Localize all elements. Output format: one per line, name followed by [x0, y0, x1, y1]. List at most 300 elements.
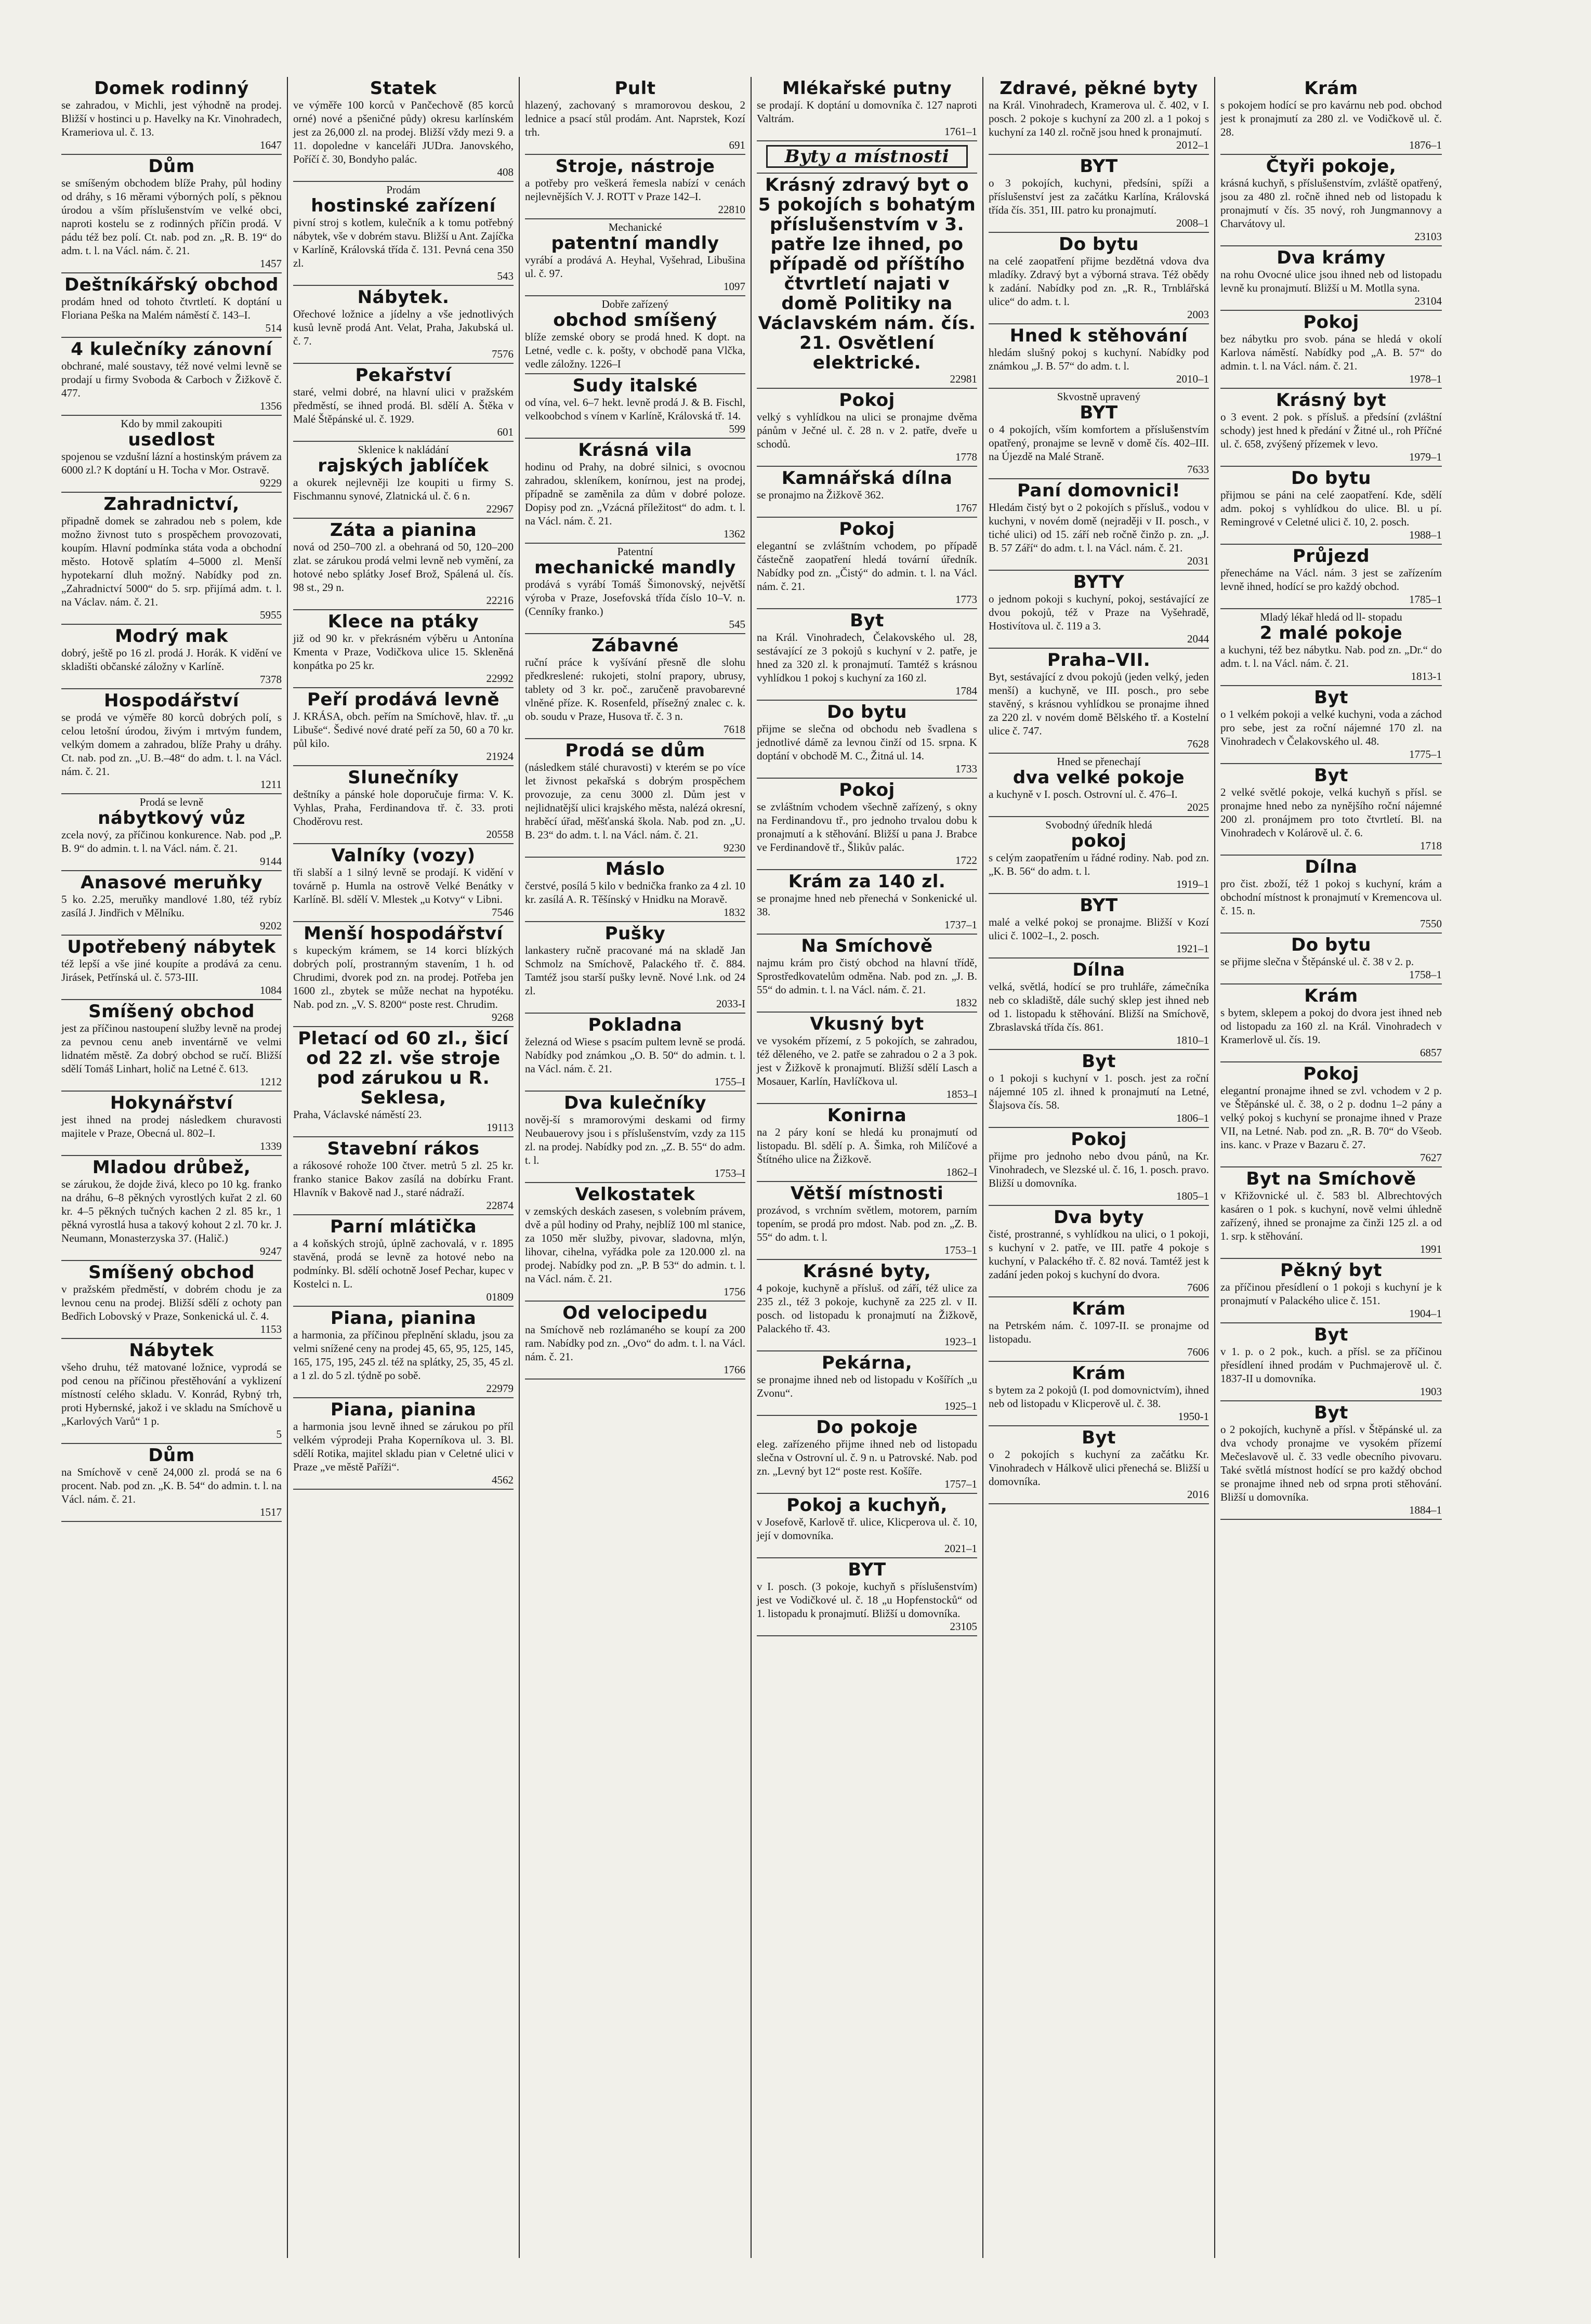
ad-body: přijmou se páni na celé zaopatření. Kde, sdělí adm. pokoj s vyhlídkou do ulice. Bl. u pí. Remingrové v Celetné ulici č. 10, 2. posch. — [1220, 489, 1442, 528]
ad-heading: Velkostatek — [575, 1184, 695, 1205]
ad-heading: Pokoj — [1071, 1129, 1127, 1150]
ad-body: s celým zaopatřením u řádné rodiny. Nab. pod zn. „K. B. 56“ do adm. t. l. — [989, 851, 1209, 877]
classified-ad — [293, 519, 514, 610]
classified-ad — [61, 794, 282, 871]
ad-body: deštníky a pánské hole doporučuje firma: V. K. Vyhlas, Praha, Ferdinandova tř. č. 33. proti Choděrovu rest. — [293, 788, 514, 828]
classified-ad — [1220, 246, 1442, 311]
ad-number: 7550 — [1420, 917, 1442, 930]
ad-heading: Pletací od 60 zl., šicí od 22 zl. vše stroje pod zárukou u R. Seklesa, — [298, 1028, 509, 1108]
ad-heading: Klece na ptáky — [327, 611, 479, 632]
classified-ad — [989, 1426, 1209, 1504]
column-1 — [56, 77, 288, 2258]
ad-body: Hledám čistý byt o 2 pokojích s přísluš., vodou v kuchyni, v novém domě (nejraději v II. posch., v tiché ulici) od 15. září neb ročně činžo p. zn. „J. B. 57 Září“ do adm. t. l. na Václ. nám. č. 21. — [989, 501, 1209, 554]
ad-heading: Pekařství — [355, 365, 452, 386]
ad-heading: Menší hospodářství — [304, 923, 503, 944]
ad-heading: Od velocipedu — [562, 1303, 708, 1323]
ad-number: 1517 — [260, 1506, 282, 1518]
classified-ad — [757, 174, 977, 389]
ad-body: za příčinou přesídlení o 1 pokoji s kuchyní je k pronajmutí v Palackého ulice č. 151. — [1220, 1281, 1442, 1307]
ad-heading: Piana, pianina — [330, 1308, 477, 1329]
ad-body: obchrané, malé soustavy, též nové velmi levně se prodají u firmy Svoboda & Carboch v Žižkově č. 477. — [61, 360, 282, 399]
ad-body: staré, velmi dobré, na hlavní ulici v pražském předměstí, se ihned prodá. Bl. sdělí A. Štěka v Malé Štěpánské ul. č. 1929. — [293, 386, 514, 425]
classified-ad — [293, 766, 514, 844]
ad-heading: Na Smíchově — [801, 936, 933, 956]
classified-ad — [293, 1307, 514, 1398]
ad-number: 1978–1 — [1409, 373, 1442, 385]
ad-body: přijme se slečna od obchodu neb švadlena s jednotlivé dámě za levnou činží od 15. srpna. K doptání v obchodě M. C., Žitná ul. 14. — [757, 723, 977, 762]
classified-ad — [757, 779, 977, 870]
ad-body: též lepší a vše jiné koupíte a prodává za cenu. Jirásek, Petřínská ul. č. 573-III. — [61, 957, 282, 983]
ad-number: 23103 — [1414, 230, 1442, 243]
ad-heading: Nábytek — [129, 1340, 214, 1361]
ad-body: o jednom pokoji s kuchyní, pokoj, sestávající ze dvou pokojů, též v Praze na Vyšehradě, Hostivítova ul. č. 119 a 3. — [989, 593, 1209, 632]
ad-body: přijme pro jednoho nebo dvou pánů, na Kr. Vinohradech, ve Slezské ul. č. 16, 1. posch. pravo. Bližší u domovníka. — [989, 1150, 1209, 1189]
ad-heading: Krám — [1304, 78, 1358, 99]
ad-heading: Hned k stěhování — [1009, 325, 1188, 346]
ad-heading: Hospodářství — [103, 690, 240, 711]
ad-body: připadně domek se zahradou neb s polem, kde možno živnost tuto s prospěchem provozovati, koupím. Hlavní podmínka státa voda a obchodní město. Hotově splatím 4–5000 zl. Menší hypotekarní dluh možný. Nabídky pod zn. „Zahradnictví 5000“ do 5. srp. přijímá adm. t. l. na Václav. nám. č. 21. — [61, 515, 282, 608]
ad-number: 1773 — [955, 593, 977, 606]
ad-body: vyrábí a prodává A. Heyhal, Vyšehrad, Libušina ul. č. 97. — [525, 254, 745, 280]
classified-ad — [61, 273, 282, 338]
classified-ad — [293, 1215, 514, 1307]
ad-number: 4562 — [492, 1474, 514, 1486]
classified-ad — [293, 610, 514, 688]
ad-heading: Dva krámy — [1277, 247, 1386, 268]
classified-ad — [61, 1156, 282, 1261]
ad-heading: dva velké pokoje — [1013, 767, 1185, 788]
ad-body: a harmonia jsou levně ihned se zárukou po příl velkém výprodeji Praha Koperníkova ul. 3. Bl. sdělí Rotika, majitel skladu pian v Celetné ulici v Praze „ve městě Paříži“. — [293, 1420, 514, 1473]
ad-number: 2044 — [1187, 633, 1209, 645]
classified-ad — [757, 1351, 977, 1416]
classified-ad — [61, 155, 282, 273]
classified-ad — [757, 518, 977, 609]
ad-body: s pokojem hodící se pro kavárnu neb pod. obchod jest k pronajmutí za 280 zl. ve Vodičkově ul. č. 28. — [1220, 99, 1442, 138]
classified-ad — [293, 1027, 514, 1137]
ad-heading: Do bytu — [1291, 935, 1371, 955]
ad-body: velká, světlá, hodící se pro truhláře, zámečníka neb co skladiště, dále suchý sklep jest ihned neb od 1. listopadu k stěhování. Bližší na Smíchově, Zbraslavská třída čís. 861. — [989, 980, 1209, 1033]
ad-number: 1832 — [724, 906, 745, 918]
ad-number: 7627 — [1420, 1151, 1442, 1164]
ad-body: krásná kuchyň, s příslušenstvím, zvláště opatřený, jsou za 480 zl. ročně ihned neb od listopadu k pronajmutí v čís. 35 nový, roh Jungmannovy a Charvátovy ul. — [1220, 177, 1442, 230]
ad-heading: Peří prodává levně — [307, 689, 500, 710]
ad-body: se prodají. K doptání u domovníka č. 127 naproti Valtrám. — [757, 99, 977, 125]
classified-ad — [1220, 764, 1442, 856]
ad-body: najmu krám pro čistý obchod na hlavní třídě, Sprostředkovatelům odměna. Nab. pod zn. „J. B. 55“ do admin. t. l. na Václ. nám. č. 21. — [757, 956, 977, 996]
ad-heading: nábytkový vůz — [98, 808, 245, 829]
ad-heading: Do bytu — [1291, 468, 1371, 489]
ad-number: 9202 — [260, 920, 282, 932]
ad-number: 1733 — [955, 763, 977, 775]
classified-ad — [293, 1398, 514, 1490]
ad-heading: Krám — [1304, 986, 1358, 1006]
ad-body: o 1 velkém pokoji a velké kuchyni, voda a záchod pro sebe, jest za roční nájemné 170 zl. na Vinohradech v Čelakovského ul. 48. — [1220, 708, 1442, 747]
ad-body: na Král. Vinohradech, Čelakovského ul. 28, sestávající ze 3 pokojů s kuchyní v 2. patře, je hned za 320 zl. k pronajmutí. Tamtéž s krásnou vyhlídkou 1 pokoj s kuchyní za 160 zl. — [757, 631, 977, 684]
ad-number: 22981 — [950, 373, 977, 385]
ad-body: o 1 pokoji s kuchyní v 1. posch. jest za roční nájemné 105 zl. ihned k pronajmutí na Letné, Šlajsova čís. 58. — [989, 1072, 1209, 1111]
classified-ad — [293, 844, 514, 922]
ad-body: se pronajmo na Žižkově 362. — [757, 489, 884, 501]
ad-heading: Hokynářství — [110, 1093, 233, 1113]
ad-number: 1766 — [724, 1363, 745, 1376]
column-6 — [1215, 77, 1447, 2258]
ad-body: prodám hned od tohoto čtvrtletí. K doptání u Floriana Peška na Malém náměstí č. 143–I. — [61, 295, 282, 321]
ad-body: bez nábytku pro svob. pána se hledá v okolí Karlova náměstí. Nabídky pod „A. B. 57“ do admin. t. l. na Václ. nám. č. 21. — [1220, 333, 1442, 372]
ad-body: zcela nový, za příčinou konkurence. Nab. pod „P. B. 9“ do admin. t. l. na Václ. nám. č. 21. — [61, 829, 282, 855]
ad-number: 543 — [497, 270, 514, 282]
ad-body: v Křižovnické ul. č. 583 bl. Albrechtových kasáren o 1 pok. s kuchyní, nově velmi úhledně zařízený, ihned se pronajme za činži 125 zl. a od 1. srp. k stěhování. — [1220, 1189, 1442, 1242]
classified-ad — [525, 77, 745, 155]
ad-body: se zahradou, v Michli, jest výhodně na prodej. Bližší v hostinci u p. Havelky na Kr. Vinohradech, Krameriova ul. č. 13. — [61, 99, 282, 138]
ad-heading: Záta a pianina — [330, 520, 477, 541]
classified-ad — [757, 1104, 977, 1182]
ad-heading: Zahradnictví, — [103, 494, 240, 515]
ad-body: a rákosové rohože 100 čtver. metrů 5 zl. 25 kr. franko stanice Bakov zasílá na dobírku Frant. Hlavník v Bakově nad J., staré nádraží. — [293, 1159, 514, 1199]
classified-ad — [989, 894, 1209, 959]
classified-ad — [61, 493, 282, 625]
ad-number: 601 — [497, 426, 514, 438]
ad-body: a kuchyni, též bez nábytku. Nab. pod zn. „Dr.“ do adm. t. l. na Václ. nám. č. 21. — [1220, 644, 1442, 669]
ad-body: o 2 pokojích s kuchyní za začátku Kr. Vinohradech v Hálkově ulici přenechá se. Bližší u domovníka. — [989, 1448, 1209, 1488]
ad-preline: Svobodný úředník hledá — [1045, 819, 1152, 831]
classified-ad — [525, 219, 745, 296]
ad-heading: Krám — [1072, 1363, 1126, 1384]
ad-body: a 4 koňských strojů, úplně zachovalá, v r. 1895 stavěná, prodá se levně za hotové nebo na podmínky. Bl. sdělí ochotně Josef Pechar, kupec v Kostelci n. L. — [293, 1237, 514, 1290]
classified-ad — [525, 1302, 745, 1380]
classified-ad — [989, 479, 1209, 571]
classified-ad — [61, 1444, 282, 1522]
ad-heading: Pěkný byt — [1280, 1260, 1383, 1281]
ad-number: 7576 — [492, 348, 514, 360]
classified-ad — [1220, 1062, 1442, 1167]
ad-heading: Vkusný byt — [810, 1014, 924, 1034]
ad-heading: Do bytu — [1059, 234, 1139, 255]
classified-ad — [757, 1182, 977, 1260]
ad-preline: Mladý lékař hledá od ll- stopadu — [1260, 611, 1402, 623]
ad-heading: Krásné byty, — [803, 1261, 931, 1282]
classified-ad — [989, 1362, 1209, 1426]
ad-body: železná od Wiese s psacím pultem levně se prodá. Nabídky pod známkou „O. B. 50“ do admin. t. l. na Václ. nám. č. 21. — [525, 1035, 745, 1075]
ad-heading: Byt — [1314, 1324, 1348, 1345]
ad-number: 1362 — [724, 528, 745, 540]
ad-number: 599 — [729, 423, 745, 435]
ad-body: velký s vyhlídkou na ulici se pronajme dvěma pánům v Ječné ul. č. 28 n. v 2. patře, dveře u schodů. — [757, 411, 977, 450]
ad-body: 4 pokoje, kuchyně a přísluš. od září, též ulice za 235 zl., též 3 pokoje, kuchyně za 225 zl. v II. posch. od listopadu k pronajmutí na Žižkově, Palackého tř. 43. — [757, 1282, 977, 1335]
classified-ad — [293, 688, 514, 766]
ad-number: 9268 — [492, 1011, 514, 1023]
ad-body: dobrý, ještě po 16 zl. prodá J. Horák. K vidění ve skladišti občanské záložny v Karlíně. — [61, 647, 282, 673]
ad-heading: Pokoj — [839, 390, 895, 411]
ad-preline: Skvostně upravený — [1057, 390, 1141, 403]
ad-body: se prodá ve výměře 80 korců dobrých polí, s celou letošní úrodou, živým i mrtvým fundem, velkým domem a zahradou, blíže Prahy u dráhy. Ct. nab. pod zn. „U. B.–48“ do adm. t. l. na Václ. nám. č. 21. — [61, 711, 282, 778]
ad-number: 7618 — [724, 723, 745, 736]
ad-number: 9230 — [724, 842, 745, 854]
ad-body: o 2 pokojích, kuchyně a přísl. v Štěpánské ul. za dva vchody pronajme ve vysokém přízemí Mečeslavově ul. č. 33 vedle obecního pivovaru. Také světlá místnost hodící se pro každý obchod se pronajme ihned neb od srpna proti stěhování. Bližší u domovníka. — [1220, 1423, 1442, 1503]
ad-body: prozávod, s vrchním světlem, motorem, parním topením, se prodá pro mdost. Nab. pod zn. „Z. B. 55“ do adm. t. l. — [757, 1204, 977, 1243]
ad-body: a okurek nejlevněji lze koupiti u firmy S. Fischmannu synové, Zlatnická ul. č. 6 n. — [293, 476, 514, 502]
ad-body: (následkem stálé churavosti) v kterém se po více let živnost pekařská s dobrým prospěchem provozuje, za cenu 3000 zl. Dům jest v nejlidnatější ulici krajského města, nalézá okresní, hraběcí úřad, měšťanská škola. Nab. pod zn. „U. B. 23“ do adm. t. l. na Václ. nám. č. 21. — [525, 761, 745, 841]
classified-ad — [1220, 686, 1442, 764]
ad-number: 691 — [729, 139, 745, 151]
ad-heading: Paní domovnici! — [1017, 480, 1180, 501]
classified-ad — [757, 701, 977, 779]
column-4 — [752, 77, 983, 2258]
ad-preline: Kdo by mmil zakoupiti — [121, 417, 222, 430]
classified-ad — [1220, 545, 1442, 609]
ad-heading: Byt — [1082, 1427, 1116, 1448]
ad-number: 1356 — [260, 400, 282, 412]
ad-number: 23104 — [1414, 295, 1442, 307]
classified-ad — [989, 77, 1209, 155]
classified-ad — [293, 77, 514, 182]
ad-heading: Praha–VII. — [1047, 650, 1151, 671]
ad-heading: rajských jablíček — [318, 455, 489, 476]
classified-ad — [525, 1183, 745, 1302]
ad-body: se smíšeným obchodem blíže Prahy, půl hodiny od dráhy, s 16 měrami výborných polí, s pěknou úrodou a vším příslušenstvím ve velké obci, naproti kostelu se z rodinných příčin prodá. V pádu též bez polí. Ct. nab. pod zn. „R. B. 19“ do adm. t. l. na Václ. nám. č. 21. — [61, 177, 282, 257]
ad-number: 1853–I — [946, 1088, 977, 1100]
classified-ad — [61, 1092, 282, 1156]
classified-ad — [1220, 934, 1442, 984]
classified-ad — [61, 1261, 282, 1339]
classified-ad — [525, 739, 745, 858]
ad-number: 6857 — [1420, 1046, 1442, 1059]
ad-number: 1810–1 — [1176, 1034, 1209, 1046]
ad-number: 1153 — [260, 1323, 282, 1335]
ad-number: 22810 — [718, 203, 745, 216]
classified-ad — [989, 324, 1209, 389]
classified-ad — [525, 634, 745, 739]
ad-number: 1755–I — [714, 1075, 745, 1088]
column-3 — [520, 77, 752, 2258]
ad-heading: Krásný byt — [1276, 390, 1387, 411]
ad-body: čisté, prostranné, s vyhlídkou na ulici, o 1 pokoji, s kuchyní v 2. patře, ve III. patře 4 pokoje s kuchyní, v Palackého tř. č. 82 nová. Tamtéž jest k zadání jeden pokoj s kuchyní do dvora. — [989, 1228, 1209, 1281]
ad-preline: Patentní — [617, 545, 653, 558]
ad-body: nověj-ší s mramorovými deskami od firmy Neubauerovy jsou i s příslušenstvím, vzdy za 115 zl. na prodej. Nabídky pod zn. „Z. B. 55“ do adm. t. l. — [525, 1113, 745, 1166]
ad-heading: Anasové meruňky — [80, 872, 263, 893]
classified-ad — [989, 1050, 1209, 1128]
ad-heading: Kamnářská dílna — [781, 468, 953, 489]
ad-heading: Smíšený obchod — [88, 1262, 255, 1283]
classified-ad — [989, 571, 1209, 649]
ad-heading: BYT — [848, 1559, 886, 1580]
classified-ad — [61, 936, 282, 1000]
classified-ad — [525, 374, 745, 439]
classified-ad — [757, 141, 977, 174]
ad-number: 1737–1 — [944, 918, 977, 931]
classified-ad — [989, 1128, 1209, 1206]
ad-heading: BYT — [1080, 156, 1118, 177]
ad-body: nová od 250–700 zl. a obehraná od 50, 120–200 zlat. se zárukou prodá velmi levně neb vymění, za hotové nebo splátky Josef Brož, Spálená ul. čís. 98 st., 29 n. — [293, 541, 514, 594]
ad-number: 2012–1 — [1176, 139, 1209, 151]
ad-number: 1950-1 — [1178, 1410, 1209, 1423]
ad-number: 22874 — [486, 1199, 514, 1212]
classified-ad — [61, 1339, 282, 1444]
ad-body: blíže zemské obory se prodá hned. K dopt. na Letné, vedle c. k. pošty, v obchodě pana Vlčka, vedle záložny. 1226–I — [525, 331, 745, 370]
ad-heading: Pokoj — [839, 519, 895, 540]
ad-body: prodává s vyrábí Tomáš Šimonovský, největší výroba v Praze, Josefovská třída číslo 10–V. n. (Cenníky franko.) — [525, 578, 745, 618]
classified-ad — [61, 625, 282, 689]
ad-body: s bytem za 2 pokojů (I. pod domovnictvím), ihned neb od listopadu v Klicperově ul. č. 38. — [989, 1384, 1209, 1410]
ad-number: 5 — [276, 1428, 282, 1440]
ad-heading: usedlost — [128, 429, 215, 450]
classified-ad — [989, 1206, 1209, 1297]
classified-ad — [1220, 155, 1442, 246]
ad-number: 1211 — [260, 778, 282, 791]
ad-body: pivní stroj s kotlem, kulečník a k tomu potřebný nábytek, vše v dobrém stavu. Bližší u Ant. Zajíčka v Karlíně, Královská třída č. 131. Pevná cena 350 zl. — [293, 216, 514, 269]
ad-number: 1767 — [955, 502, 977, 514]
column-2 — [288, 77, 520, 2258]
ad-heading: patentní mandly — [551, 233, 719, 254]
ad-body: hledám slušný pokoj s kuchyní. Nabídky pod známkou „J. B. 57“ do adm. t. l. — [989, 346, 1209, 372]
classified-ad — [61, 871, 282, 936]
ad-number: 1753–I — [714, 1167, 745, 1179]
ad-body: v Josefově, Karlově tř. ulice, Klicperova ul. č. 10, její v domovníka. — [757, 1516, 977, 1542]
classified-ad — [1220, 1259, 1442, 1323]
ad-heading: Pušky — [604, 923, 666, 944]
ad-heading: Stroje, nástroje — [555, 156, 715, 177]
ad-number: 2033-I — [716, 997, 745, 1010]
classified-ad — [61, 77, 282, 155]
ad-number: 1457 — [260, 257, 282, 270]
classified-ad — [525, 858, 745, 922]
ad-body: s kupeckým krámem, se 14 korci blízkých dobrých polí, prostranným stavením, 1 h. od Chrudimi, dvorek pod zn. na prodej. Potřeba jen 1600 zl., zbytek se může nechat na hypotéku. Nab. pod zn. „V. S. 8200“ poste rest. Chrudim. — [293, 944, 514, 1010]
classified-ad — [989, 754, 1209, 817]
ad-number: 1806–1 — [1176, 1112, 1209, 1124]
ad-number: 2008–1 — [1176, 217, 1209, 229]
ad-number: 1718 — [1420, 839, 1442, 852]
ad-number: 1904–1 — [1409, 1307, 1442, 1320]
ad-heading: Do pokoje — [816, 1417, 918, 1438]
classified-ad — [293, 442, 514, 519]
classified-ad — [1220, 389, 1442, 467]
ad-body: ruční práce k vyšívání přesně dle slohu předkreslené: rukojeti, stolní prapory, ubrusy, tablety od 3 kr. poč., zaručeně pravobarevné vlněné příze. K. Rosenfeld, přísežný znalec c. k. ob. soudu v Praze, Husova tř. č. 3 n. — [525, 656, 745, 723]
ad-number: 2021–1 — [944, 1542, 977, 1555]
ad-number: 1784 — [955, 685, 977, 697]
ad-heading: Valníky (vozy) — [331, 845, 476, 866]
ad-number: 1921–1 — [1176, 942, 1209, 955]
ad-body: Ořechové ložnice a jídelny a vše jednotlivých kusů levně prodá Ant. Velat, Praha, Jakubská ul. č. 7. — [293, 308, 514, 347]
classified-ad — [1220, 1323, 1442, 1401]
ad-number: 1761–1 — [944, 125, 977, 138]
ad-body: hodinu od Prahy, na dobré silnici, s ovocnou zahradou, skleníkem, konírnou, jest na prodej, případně se zaměnila za dům v dobré poloze. Dopisy pod zn. „Vzácná příležitost“ do adm. t. l. na Václ. nám. č. 21. — [525, 461, 745, 527]
ad-heading: pokoj — [1071, 831, 1127, 851]
ad-body: spojenou se vzdušní lázní a hostinským právem za 6000 zl.? K doptání u H. Tocha v Mor. Ostravě. — [61, 450, 282, 476]
ad-heading: Mladou drůbež, — [92, 1157, 251, 1178]
ad-number: 1097 — [724, 280, 745, 293]
ad-heading: Průjezd — [1292, 546, 1370, 567]
ad-heading: Dílna — [1305, 857, 1358, 877]
classified-ad — [293, 182, 514, 286]
ad-number: 408 — [497, 166, 514, 178]
ad-heading: Stavební rákos — [327, 1138, 480, 1159]
ad-heading: Slunečníky — [348, 767, 459, 788]
ad-body: na Smíchově neb rozlámaného se koupí za 200 ram. Nabídky pod zn. „Ovo“ do adm. t. l. na Václ. nám. č. 21. — [525, 1323, 745, 1363]
ad-preline: Prodá se levně — [139, 796, 204, 808]
ad-heading: Piana, pianina — [330, 1399, 477, 1420]
classified-ad — [757, 870, 977, 935]
ad-number: 22979 — [486, 1382, 514, 1395]
ad-heading: Pokoj — [1303, 1063, 1359, 1084]
ad-number: 22967 — [486, 503, 514, 515]
ad-number: 1876–1 — [1409, 139, 1442, 151]
ad-heading: Zdravé, pěkné byty — [1000, 78, 1198, 99]
ad-body: o 3 pokojích, kuchyni, předsíni, spíži a příslušenství jest za začátku Karlína, Královská třída čís. 351, III. patro ku pronajmutí. — [989, 177, 1209, 216]
ad-heading: Parní mlátička — [330, 1216, 477, 1237]
ad-number: 22216 — [486, 594, 514, 607]
ad-heading: Pekárna, — [821, 1353, 913, 1373]
classified-ad — [757, 77, 977, 141]
ad-number: 2003 — [1187, 308, 1209, 321]
ad-heading: Dva kulečníky — [564, 1093, 706, 1113]
classified-ad — [61, 416, 282, 493]
ad-heading: BYTY — [1073, 572, 1125, 593]
classified-ad — [757, 935, 977, 1013]
classified-ad — [757, 389, 977, 467]
ad-heading: Byt — [1314, 687, 1348, 708]
ad-heading: Smíšený obchod — [88, 1001, 255, 1022]
ad-heading: Byt na Smíchově — [1246, 1168, 1416, 1189]
ad-number: 7546 — [492, 906, 514, 918]
ad-body: v 1. p. o 2 pok., kuch. a přísl. se za příčinou přesídlení ihned prodám v Puchmajerově ul. č. 1837-II u domovníka. — [1220, 1345, 1442, 1385]
ad-number: 1339 — [260, 1140, 282, 1152]
ad-number: 1862–I — [946, 1166, 977, 1178]
classified-ad — [293, 286, 514, 364]
ad-body: 5 ko. 2.25, meruňky mandlové 1.80, též rybíz zasílá J. Jindřich v Mělníku. — [61, 893, 282, 919]
column-5 — [983, 77, 1215, 2258]
ad-preline: Mechanické — [608, 221, 662, 233]
ad-body: v I. posch. (3 pokoje, kuchyň s příslušenstvím) jest ve Vodičkové ul. č. 18 „u Hopfenstocků“ od 1. listopadu k pronajmutí. Bližší u domovníka. — [757, 1580, 977, 1620]
ad-number: 1988–1 — [1409, 529, 1442, 541]
ad-number: 7633 — [1187, 463, 1209, 476]
classified-ad — [989, 389, 1209, 479]
ad-body: pro čist. zboží, též 1 pokoj s kuchyní, krám a obchodní místnost k pronajmutí v Kremencova ul. č. 15. n. — [1220, 877, 1442, 917]
ad-body: v zemských deskách zasesen, s volebním právem, dvě a půl hodiny od Prahy, nejblíž 100 ml stanice, za 1050 měr služby, pivovar, sladovna, mlýn, lihovar, cihelna, vyřádka pole za 120.000 zl. na prodej. Nabídky pod zn. „P. B 53“ do admin. t. l. na Václ. nám. č. 21. — [525, 1205, 745, 1285]
ad-body: 2 velké světlé pokoje, velká kuchyň s přísl. se pronajme hned nebo za nynějšího roční nájemné 200 zl. pronájmem pro toto čtvrtletí. Bl. na Vinohradech v Kolárově ul. č. 6. — [1220, 786, 1442, 839]
ad-heading: Máslo — [605, 859, 665, 879]
ad-heading: Upotřebený nábytek — [67, 937, 276, 957]
ad-body: jest za příčinou nastoupení služby levně na prodej za pevnou cenu aneb inventárně ve velmi lidnatém městě. Za dobrý obchod se ručí. Bližší sdělí Tomáš Linhart, holič na Letné č. 613. — [61, 1022, 282, 1075]
ad-heading: Pokoj — [1303, 312, 1359, 333]
ad-body: se zvláštním vchodem všechně zařízený, s okny na Ferdinandovu tř., pro jednoho trvalou dobu k pronajmutí a k stěhování. Bližší u pana J. Brabce ve Ferdinandově tř., Šlikův palác. — [757, 800, 977, 854]
ad-number: 1813-1 — [1411, 670, 1442, 682]
ad-body: s bytem, sklepem a pokoj do dvora jest ihned neb od listopadu za 160 zl. na Král. Vinohradech v Kramerlově ul. čís. 19. — [1220, 1006, 1442, 1046]
classified-ad — [989, 1297, 1209, 1362]
classified-ad — [525, 1014, 745, 1092]
ad-number: 1212 — [260, 1075, 282, 1088]
ad-number: 1884–1 — [1409, 1504, 1442, 1516]
ad-body: jest ihned na prodej následkem churavosti majitele v Praze, Obecná ul. 802–I. — [61, 1113, 282, 1139]
ad-heading: Krám — [1072, 1298, 1126, 1319]
ad-body: a harmonia, za příčinou přeplnění skladu, jsou za velmi snížené ceny na prodej 45, 65, 95, 125, 145, 165, 175, 195, 245 zl. též na splátky, 25, 35, 45 zl. a 1 zl. do 5 zl. týdně po sobě. — [293, 1329, 514, 1382]
ad-body: čerstvé, posílá 5 kilo v bednička franko za 4 zl. 10 kr. zasílá A. R. Těšínský v Hnidku na Moravě. — [525, 879, 745, 905]
classified-ad — [1220, 609, 1442, 686]
classified-ad — [757, 467, 977, 518]
ad-body: na celé zaopatření přijme bezdětná vdova dva mladíky. Zdravý byt a výborná strava. Též obědy k zadání. Nabídky pod zn. „R. R., Trnblářská ulice“ do adm. t. l. — [989, 255, 1209, 308]
ad-heading: obchod smíšený — [553, 310, 717, 331]
ad-heading: Do bytu — [827, 702, 907, 723]
ad-heading: Dům — [148, 156, 195, 177]
classified-ad — [1220, 467, 1442, 545]
classified-ad — [989, 233, 1209, 324]
ad-body: na Petrském nám. č. 1097-II. se pronajme od listopadu. — [989, 1319, 1209, 1345]
ad-body: o 3 event. 2 pok. s přísluš. a předsíní (zvláštní schody) jest hned k předání v Žitné ul., roh Příčné ul. č. 658, zvýšený přízemek v levo. — [1220, 411, 1442, 450]
ad-heading: Statek — [370, 78, 437, 99]
classified-ad — [989, 959, 1209, 1050]
ad-number: 21924 — [486, 750, 514, 763]
ad-body: v pražském předměstí, v dobrém chodu je za levnou cenu na prodej. Bližší sdělí z ochoty pan Bedřich Lobovský v Praze, Sonkenická ul. č. 4. — [61, 1283, 282, 1322]
ad-number: 1925–1 — [944, 1400, 977, 1412]
ad-heading: Nábytek. — [357, 287, 450, 308]
